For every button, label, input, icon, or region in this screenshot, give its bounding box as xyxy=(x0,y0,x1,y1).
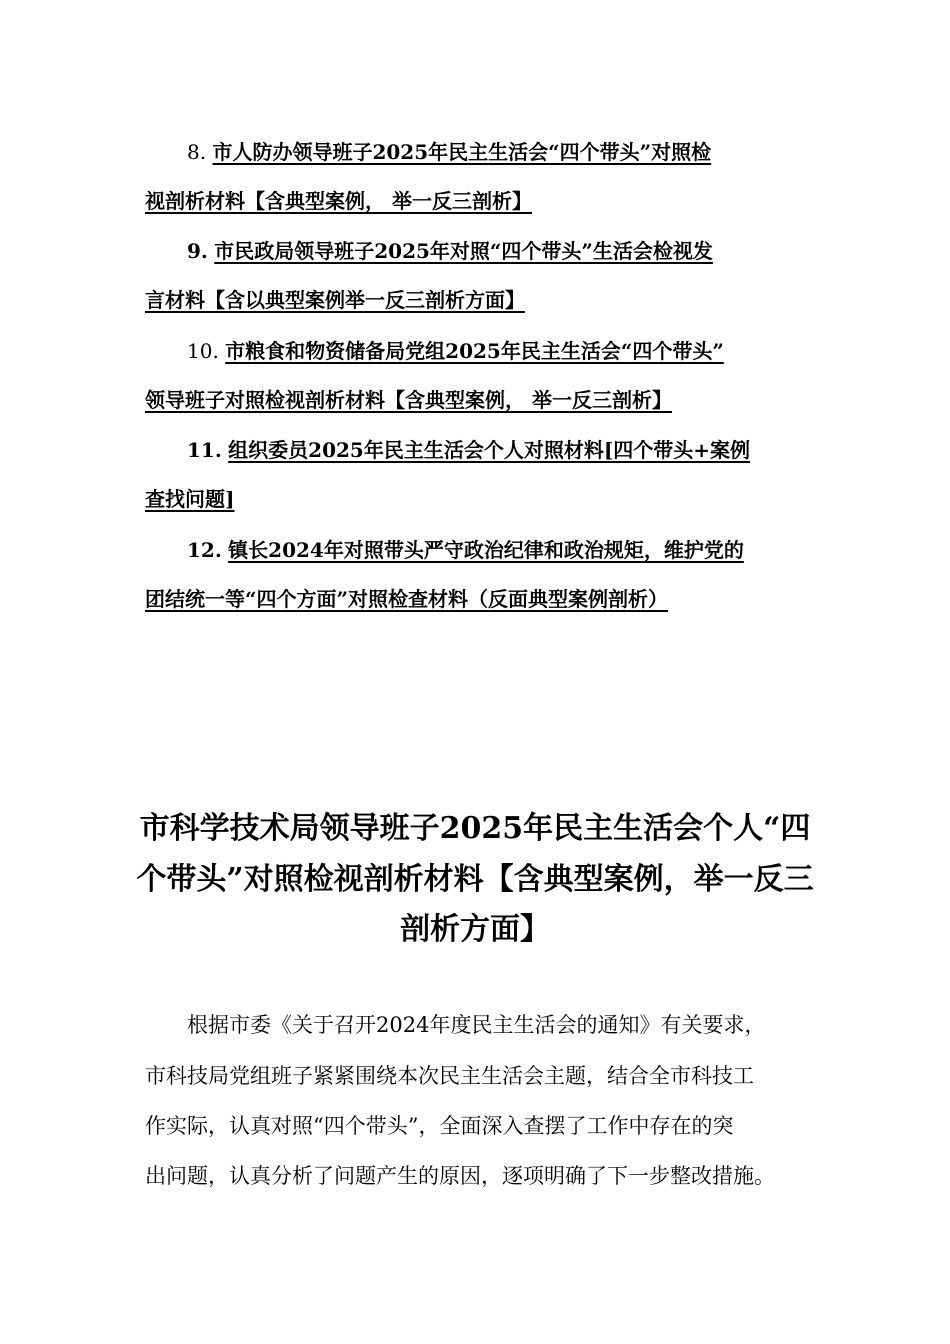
toc-item-link[interactable]: 团结统一等“四个方面”对照检查材料（反面典型案例剖析） xyxy=(145,587,669,611)
toc-item-9-continuation[interactable] xyxy=(145,285,525,315)
toc-item-11-continuation[interactable] xyxy=(145,484,234,514)
toc-item-link[interactable]: 市粮食和物资储备局党组2025年民主生活会“四个带头” xyxy=(225,339,724,363)
toc-item-12[interactable] xyxy=(187,535,744,565)
toc-item-8-continuation[interactable] xyxy=(145,186,532,216)
toc-item-link[interactable]: 查找问题] xyxy=(145,487,235,511)
title-line: 个带头”对照检视剖析材料【含典型案例，举一反三 xyxy=(136,862,814,897)
paragraph-line: 出问题，认真分析了问题产生的原因，逐项明确了下一步整改措施。 xyxy=(145,1164,775,1188)
toc-item-10[interactable] xyxy=(187,336,724,366)
toc-item-10-continuation[interactable] xyxy=(145,385,672,415)
toc-item-number: 12. xyxy=(187,538,222,562)
toc-item-9[interactable] xyxy=(187,236,713,266)
toc-item-number: 11. xyxy=(187,438,222,462)
paragraph-line: 市科技局党组班子紧紧围绕本次民主生活会主题，结合全市科技工 xyxy=(145,1064,754,1088)
toc-item-link[interactable]: 言材料【含以典型案例举一反三剖析方面】 xyxy=(145,288,525,312)
toc-item-link[interactable]: 镇长2024年对照带头严守政治纪律和政治规矩，维护党的 xyxy=(228,538,744,562)
toc-item-number: 9. xyxy=(187,239,208,263)
toc-item-8[interactable] xyxy=(187,137,711,167)
paragraph-line: 根据市委《关于召开2024年度民主生活会的通知》有关要求， xyxy=(187,1013,766,1037)
toc-item-link[interactable]: 视剖析材料【含典型案例， 举一反三剖析】 xyxy=(145,189,532,213)
toc-item-link[interactable]: 组织委员2025年民主生活会个人对照材料[四个带头+案例 xyxy=(228,438,751,462)
toc-item-link[interactable]: 市民政局领导班子2025年对照“四个带头”生活会检视发 xyxy=(214,239,713,263)
toc-item-11[interactable] xyxy=(187,435,750,465)
toc-item-number: 10. xyxy=(187,339,219,363)
title-line: 市科学技术局领导班子2025年民主生活会个人“四 xyxy=(139,811,811,846)
toc-item-12-continuation[interactable] xyxy=(145,584,668,614)
paragraph-line: 作实际，认真对照“四个带头”，全面深入查摆了工作中存在的突 xyxy=(145,1114,734,1138)
title-line: 剖析方面】 xyxy=(400,912,550,947)
toc-item-number: 8. xyxy=(187,140,207,164)
toc-item-link[interactable]: 市人防办领导班子2025年民主生活会“四个带头”对照检 xyxy=(212,140,712,164)
toc-item-link[interactable]: 领导班子对照检视剖析材料【含典型案例， 举一反三剖析】 xyxy=(145,388,672,412)
